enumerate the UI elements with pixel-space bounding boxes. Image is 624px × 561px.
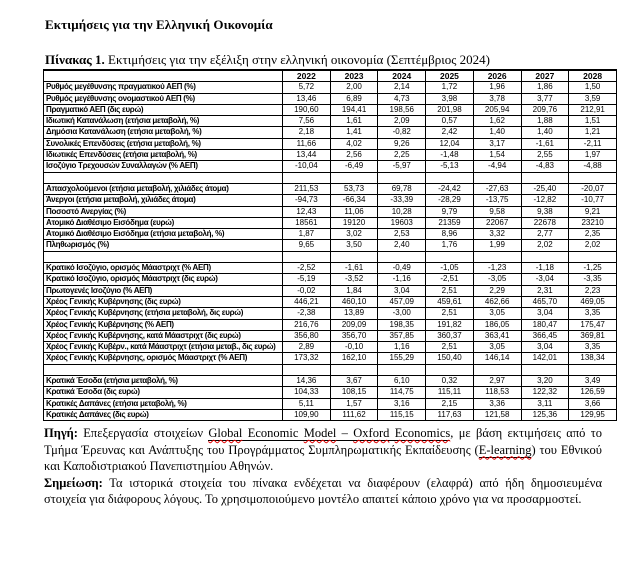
value-cell: 212,91 [569,104,617,115]
value-cell: -25,40 [521,183,569,194]
row-label: Ιδιωτικές Επενδύσεις (ετήσια μεταβολή, %) [44,150,283,161]
value-cell [378,172,426,183]
value-cell: 23210 [569,217,617,228]
value-cell: 138,34 [569,353,617,364]
value-cell: 108,15 [330,387,378,398]
value-cell: 3,02 [330,229,378,240]
value-cell: -1,18 [521,263,569,274]
value-cell: 356,70 [330,330,378,341]
value-cell: 459,61 [426,296,474,307]
value-cell [426,364,474,375]
value-cell: 142,01 [521,353,569,364]
value-cell: -2,52 [283,263,331,274]
table-row [44,82,617,93]
table-caption-text: Εκτιμήσεις για την εξέλιξη στην ελληνική οικονομία (Σεπτέμβριος 2024) [104,52,490,67]
value-cell: -27,63 [473,183,521,194]
value-cell: 209,09 [330,319,378,330]
table-row [44,285,617,296]
value-cell: -1,23 [473,263,521,274]
value-cell: 356,80 [283,330,331,341]
row-label: Δημόσια Κατανάλωση (ετήσια μεταβολή, %) [44,127,283,138]
value-cell: 11,66 [283,138,331,149]
value-cell: 3,04 [521,342,569,353]
value-cell: 115,15 [378,409,426,420]
value-cell: 2,15 [426,398,474,409]
value-cell: 3,77 [521,93,569,104]
value-cell: -4,83 [521,161,569,172]
value-cell: 209,76 [521,104,569,115]
value-cell: 469,05 [569,296,617,307]
value-cell: -1,48 [426,150,474,161]
table-caption [45,52,604,68]
value-cell: 1,50 [569,82,617,93]
value-cell: 126,59 [569,387,617,398]
row-label: Κρατικά Έσοδα (ετήσια μεταβολή, %) [44,376,283,387]
value-cell: -3,04 [521,274,569,285]
value-cell: 194,41 [330,104,378,115]
row-label: Χρέος Γενικής Κυβέρνησης (% ΑΕΠ) [44,319,283,330]
row-label: Ιδιωτική Κατανάλωση (ετήσια μεταβολή, %) [44,116,283,127]
value-cell: -2,11 [569,138,617,149]
value-cell [330,364,378,375]
table-row [44,353,617,364]
value-cell: 19603 [378,217,426,228]
note-paragraph [44,475,602,508]
table-row [44,342,617,353]
value-cell: 357,85 [378,330,426,341]
value-cell: 0,32 [426,376,474,387]
value-cell: 4,02 [330,138,378,149]
table-row [44,127,617,138]
value-cell: 2,97 [473,376,521,387]
value-cell [378,251,426,262]
value-cell: 2,29 [473,285,521,296]
row-label: Χρέος Γενικής Κυβέρνησης (ετήσια μεταβολή, δις ευρώ) [44,308,283,319]
row-label: Πραγματικό ΑΕΠ (δις ευρώ) [44,104,283,115]
value-cell: -4,94 [473,161,521,172]
value-cell: 121,58 [473,409,521,420]
row-label: Κρατικά Έσοδα (δις ευρώ) [44,387,283,398]
value-cell: 3,36 [473,398,521,409]
value-cell: 1,40 [521,127,569,138]
value-cell [473,364,521,375]
table-row [44,263,617,274]
value-cell: 10,28 [378,206,426,217]
row-label: Ατομικό Διαθέσιμο Εισόδημα (ετήσια μεταβολή, %) [44,229,283,240]
value-cell: 9,79 [426,206,474,217]
value-cell: 2,56 [330,150,378,161]
value-cell: 9,26 [378,138,426,149]
table-row [44,376,617,387]
value-cell: 186,05 [473,319,521,330]
value-cell: 3,32 [473,229,521,240]
value-cell: -0,10 [330,342,378,353]
value-cell: 3,05 [473,308,521,319]
value-cell: 1,96 [473,82,521,93]
value-cell: 3,20 [521,376,569,387]
table-row [44,296,617,307]
row-label: Πρωτογενές Ισοζύγιο (% ΑΕΠ) [44,285,283,296]
value-cell [426,251,474,262]
value-cell [330,251,378,262]
source-model-name: Global Economic Model – Oxford Economics [208,426,451,441]
table-row [44,138,617,149]
table-row [44,229,617,240]
value-cell [521,364,569,375]
value-cell: 2,23 [569,285,617,296]
value-cell: 4,73 [378,93,426,104]
value-cell: -6,49 [330,161,378,172]
value-cell: 14,36 [283,376,331,387]
value-cell: -2,51 [426,274,474,285]
row-label: Κρατικές Δαπάνες (δις ευρώ) [44,409,283,420]
value-cell: -33,39 [378,195,426,206]
value-cell: 3,59 [569,93,617,104]
value-cell: 0,57 [426,116,474,127]
value-cell: 7,56 [283,116,331,127]
note-label: Σημείωση: [44,475,103,490]
value-cell: 457,09 [378,296,426,307]
table-row [44,161,617,172]
value-cell: 9,58 [473,206,521,217]
value-cell: -1,61 [330,263,378,274]
value-cell [426,172,474,183]
value-cell: 1,84 [330,285,378,296]
value-cell: 1,99 [473,240,521,251]
value-cell: 1,86 [521,82,569,93]
value-cell: 198,56 [378,104,426,115]
value-cell: 150,40 [426,353,474,364]
value-cell: 9,38 [521,206,569,217]
value-cell: 1,62 [473,116,521,127]
row-label [44,251,283,262]
row-label: Ποσοστό Ανεργίας (%) [44,206,283,217]
value-cell [569,364,617,375]
value-cell: 3,05 [473,342,521,353]
document-title: Εκτιμήσεις για την Ελληνική Οικονομία [45,17,273,32]
value-cell: 191,82 [426,319,474,330]
value-cell: -3,05 [473,274,521,285]
value-cell: 465,70 [521,296,569,307]
value-cell: 211,53 [283,183,331,194]
value-cell: 1,72 [426,82,474,93]
value-cell: 22678 [521,217,569,228]
value-cell: 2,02 [521,240,569,251]
value-cell [378,364,426,375]
value-cell: 1,88 [521,116,569,127]
value-cell: 1,87 [283,229,331,240]
misspelled-word: Oxford [353,426,390,441]
value-cell: -3,52 [330,274,378,285]
value-cell: 2,02 [569,240,617,251]
value-cell: 146,14 [473,353,521,364]
value-cell: 3,11 [521,398,569,409]
row-label: Πληθωρισμός (%) [44,240,283,251]
value-cell: 2,55 [521,150,569,161]
value-cell: 369,81 [569,330,617,341]
value-cell: -3,35 [569,274,617,285]
row-label: Ατομικό Διαθέσιμο Εισόδημα (ευρώ) [44,217,283,228]
value-cell: 5,72 [283,82,331,93]
table-row [44,330,617,341]
table-row [44,183,617,194]
value-cell: 2,31 [521,285,569,296]
value-cell: 363,41 [473,330,521,341]
value-cell: -2,38 [283,308,331,319]
value-cell: 2,42 [426,127,474,138]
row-label: Χρέος Γενικής Κυβέρνησης, ορισμός Μάαστριχτ (% ΑΕΠ) [44,353,283,364]
value-cell: -12,82 [521,195,569,206]
value-cell [521,172,569,183]
value-cell: -3,00 [378,308,426,319]
row-label: Κρατικές Δαπάνες (ετήσια μεταβολή, %) [44,398,283,409]
row-label: Ισοζύγιο Τρεχουσών Συναλλαγών (% ΑΕΠ) [44,161,283,172]
value-cell: 2,09 [378,116,426,127]
value-cell: 3,78 [473,93,521,104]
value-cell: 3,50 [330,240,378,251]
value-cell: 3,49 [569,376,617,387]
value-cell: 190,60 [283,104,331,115]
value-cell: 13,46 [283,93,331,104]
year-header-cell: 2025 [426,70,474,82]
value-cell: 18561 [283,217,331,228]
value-cell: 129,95 [569,409,617,420]
value-cell: 115,11 [426,387,474,398]
value-cell: 2,00 [330,82,378,93]
table-body [44,82,617,421]
value-cell: -0,49 [378,263,426,274]
value-cell: 216,76 [283,319,331,330]
value-cell: 13,44 [283,150,331,161]
value-cell: 6,10 [378,376,426,387]
value-cell: -13,75 [473,195,521,206]
value-cell [473,172,521,183]
value-cell: -94,73 [283,195,331,206]
misspelled-word: Economics [394,426,451,441]
value-cell [283,172,331,183]
elearning-term: E-learning [478,442,532,457]
value-cell: 2,51 [426,308,474,319]
value-cell: 162,10 [330,353,378,364]
value-cell: -5,13 [426,161,474,172]
row-label [44,172,283,183]
value-cell: 198,35 [378,319,426,330]
value-cell: -0,82 [378,127,426,138]
misspelled-word: Global [208,426,243,441]
value-cell: 3,16 [378,398,426,409]
value-cell: 366,45 [521,330,569,341]
value-cell: 104,33 [283,387,331,398]
row-label: Απασχολούμενοι (ετήσια μεταβολή, χιλιάδες άτομα) [44,183,283,194]
value-cell: 1,41 [330,127,378,138]
value-cell: 12,43 [283,206,331,217]
value-cell: 155,29 [378,353,426,364]
value-cell: 2,14 [378,82,426,93]
value-cell: 6,89 [330,93,378,104]
year-header-cell: 2023 [330,70,378,82]
value-cell: 1,61 [330,116,378,127]
value-cell [283,251,331,262]
row-label [44,364,283,375]
table-caption-number: Πίνακας 1. [45,52,105,67]
table-header-row [44,70,617,82]
value-cell: 3,66 [569,398,617,409]
value-cell: 9,65 [283,240,331,251]
row-label: Χρέος Γενικής Κυβέρνησης (δις ευρώ) [44,296,283,307]
value-cell: 173,32 [283,353,331,364]
value-cell: 125,36 [521,409,569,420]
value-cell: 2,35 [569,229,617,240]
value-cell: 2,89 [283,342,331,353]
year-header-cell: 2022 [283,70,331,82]
value-cell: 3,98 [426,93,474,104]
source-paragraph [44,425,602,474]
table-row [44,308,617,319]
row-label: Κρατικό Ισοζύγιο, ορισμός Μάαστριχτ (% ΑΕΠ) [44,263,283,274]
value-cell: 69,78 [378,183,426,194]
value-cell: -5,19 [283,274,331,285]
row-label: Χρέος Γενικής Κυβέρνησης, κατά Μάαστριχτ (δις ευρώ) [44,330,283,341]
source-text: Επεξεργασία στοιχείων Global Economic Model – Oxford Economics, με βάση εκτιμήσεις από το Τμήμα Έρευνας και Ανάπτυξης του Προγράμματος Συμπληρωματικής Εκπαίδευσης (E-learning) του Εθνικού και Καποδιστριακού Πανεπιστημίου Αθηνών. [44,426,602,473]
value-cell: 446,21 [283,296,331,307]
value-cell: -0,02 [283,285,331,296]
table-row [44,116,617,127]
value-cell [569,172,617,183]
table-row [44,319,617,330]
value-cell: -1,05 [426,263,474,274]
value-cell: -20,07 [569,183,617,194]
value-cell: -28,29 [426,195,474,206]
value-cell: 1,76 [426,240,474,251]
value-cell: 5,11 [283,398,331,409]
misspelled-word: Κυβέρν. [97,342,127,352]
value-cell [569,251,617,262]
misspelled-word: Model [303,426,337,441]
year-header-cell: 2028 [569,70,617,82]
value-cell: 2,51 [426,342,474,353]
value-cell: 3,04 [378,285,426,296]
value-cell: -4,88 [569,161,617,172]
table-row [44,195,617,206]
value-cell: 3,04 [521,308,569,319]
spacer-row [44,364,617,375]
table-row [44,217,617,228]
year-header-cell: 2024 [378,70,426,82]
value-cell: 1,16 [378,342,426,353]
value-cell: -66,34 [330,195,378,206]
value-cell: 111,62 [330,409,378,420]
row-label: Ρυθμός μεγέθυνσης πραγματικού ΑΕΠ (%) [44,82,283,93]
value-cell [330,172,378,183]
value-cell: 2,25 [378,150,426,161]
year-header-cell: 2027 [521,70,569,82]
value-cell: 118,53 [473,387,521,398]
value-cell: 1,57 [330,398,378,409]
value-cell: 19120 [330,217,378,228]
value-cell: 9,21 [569,206,617,217]
table-row [44,274,617,285]
value-cell: -10,04 [283,161,331,172]
value-cell: 460,10 [330,296,378,307]
value-cell: 1,40 [473,127,521,138]
row-label: Κρατικό Ισοζύγιο, ορισμός Μάαστριχτ (δις ευρώ) [44,274,283,285]
value-cell: -5,97 [378,161,426,172]
value-cell: 1,97 [569,150,617,161]
value-cell [521,251,569,262]
value-cell: -1,61 [521,138,569,149]
value-cell: 175,47 [569,319,617,330]
year-header-cell: 2026 [473,70,521,82]
header-corner-cell [44,70,283,82]
value-cell: 2,18 [283,127,331,138]
value-cell: 109,90 [283,409,331,420]
value-cell: 21359 [426,217,474,228]
value-cell: 2,40 [378,240,426,251]
table-row [44,398,617,409]
value-cell: 8,96 [426,229,474,240]
value-cell: 12,04 [426,138,474,149]
value-cell: 1,51 [569,116,617,127]
note-text: Τα ιστορικά στοιχεία του πίνακα ενδέχεται να διαφέρουν (ελαφρά) από ήδη δημοσιευμένα στοιχεία για διάφορους λόγους. Το χρησιμοποιούμενο μοντέλο απαιτεί κάποιο χρόνο για να προσαρμοστεί. [44,475,602,506]
source-label: Πηγή: [44,426,78,441]
row-label: Χρέος Γενικής Κυβέρν., κατά Μάαστριχτ (ετήσια μεταβ., δις ευρώ) [44,342,283,353]
value-cell [283,364,331,375]
table-row [44,206,617,217]
value-cell [473,251,521,262]
value-cell: 205,94 [473,104,521,115]
value-cell: 13,89 [330,308,378,319]
value-cell: 1,54 [473,150,521,161]
value-cell: 2,51 [426,285,474,296]
value-cell: -10,77 [569,195,617,206]
row-label: Συνολικές Επενδύσεις (ετήσια μεταβολή, %) [44,138,283,149]
table-row [44,240,617,251]
value-cell: 22067 [473,217,521,228]
spacer-row [44,172,617,183]
table-row [44,150,617,161]
table-row [44,387,617,398]
estimates-table [43,69,617,421]
value-cell: 114,75 [378,387,426,398]
value-cell: 3,17 [473,138,521,149]
value-cell: 201,98 [426,104,474,115]
value-cell: 180,47 [521,319,569,330]
value-cell: -1,25 [569,263,617,274]
value-cell: 2,77 [521,229,569,240]
value-cell: 122,32 [521,387,569,398]
table-row [44,104,617,115]
value-cell: 53,73 [330,183,378,194]
row-label: Άνεργοι (ετήσια μεταβολή, χιλιάδες άτομα) [44,195,283,206]
value-cell: 3,35 [569,308,617,319]
value-cell: 117,63 [426,409,474,420]
value-cell: 462,66 [473,296,521,307]
value-cell: 2,53 [378,229,426,240]
row-label: Ρυθμός μεγέθυνσης ονομαστικού ΑΕΠ (%) [44,93,283,104]
value-cell: 3,67 [330,376,378,387]
value-cell: 11,06 [330,206,378,217]
value-cell: 3,35 [569,342,617,353]
value-cell: 1,21 [569,127,617,138]
table-row [44,409,617,420]
value-cell: 360,37 [426,330,474,341]
value-cell: -24,42 [426,183,474,194]
spacer-row [44,251,617,262]
value-cell: -1,16 [378,274,426,285]
table-row [44,93,617,104]
